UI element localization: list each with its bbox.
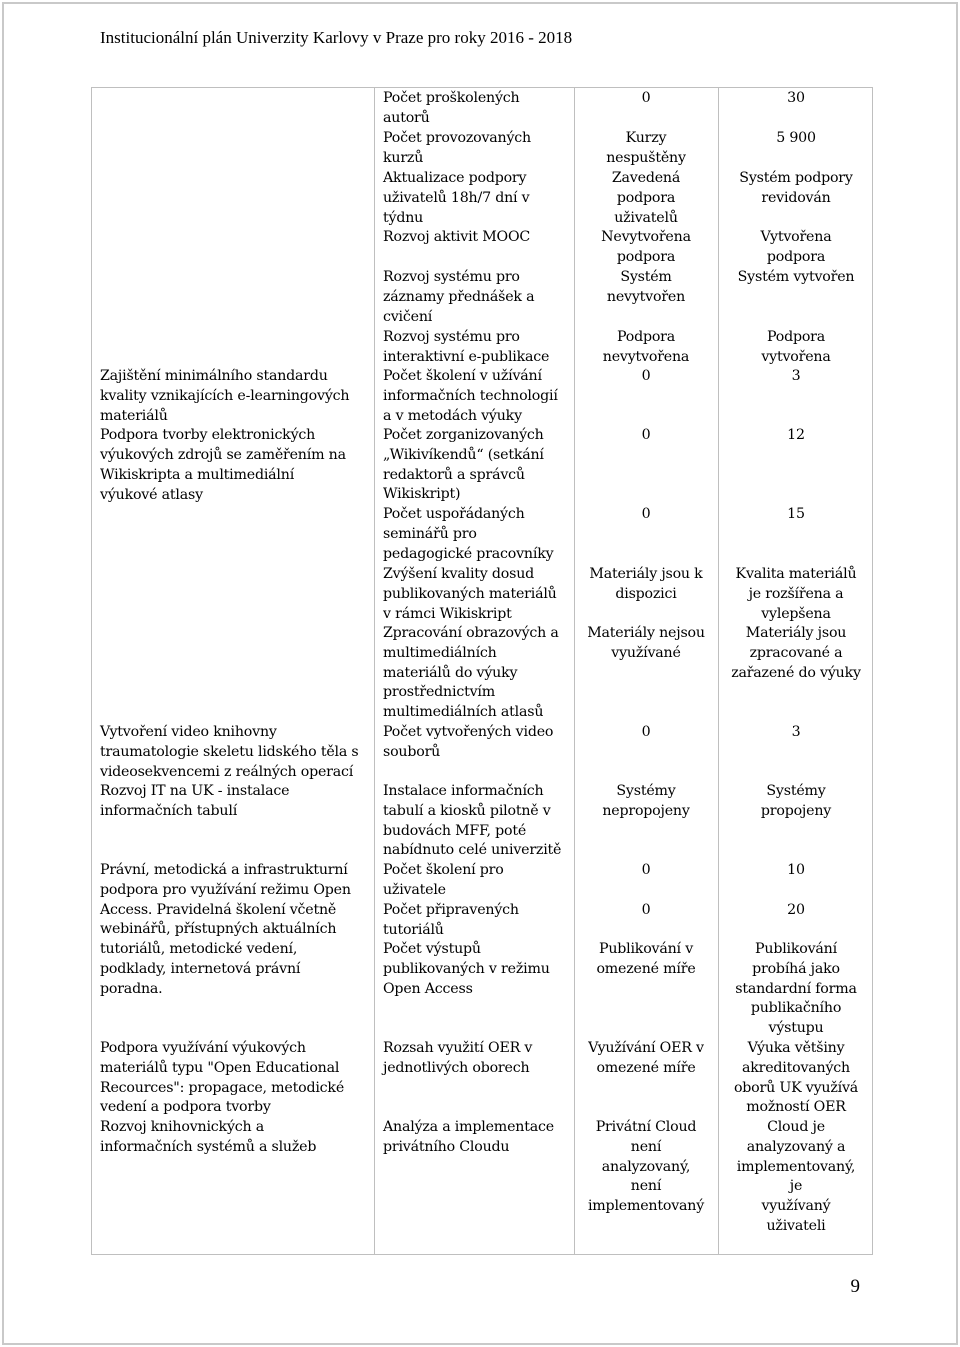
- target-value: Systém vytvořen: [737, 269, 855, 285]
- target-value: Cloud je analyzovaný a implementovaný, je využívaný uživateli: [736, 1119, 856, 1234]
- target-value: Výuka většiny akreditovaných oborů UK využívá možností OER: [733, 1040, 859, 1116]
- indicator-text: Počet proškolených autorů: [383, 90, 520, 126]
- start-value: Využívání OER v omezené míře: [588, 1040, 704, 1076]
- start-value: 0: [641, 902, 651, 918]
- target-value: Podpora vytvořena: [761, 329, 831, 365]
- start-value: Publikování v omezené míře: [596, 941, 696, 977]
- indicator-text: Rozvoj systému pro záznamy přednášek a cvičení: [383, 269, 535, 325]
- indicator-text: Počet zorganizovaných „Wikivíkendů“ (setkání redaktorů a správců Wikiskript): [383, 427, 544, 503]
- target-value: 3: [791, 724, 801, 740]
- start-value: Materiály jsou k dispozici: [589, 566, 703, 602]
- indicator-text: Zpracování obrazových a multimediálních materiálů do výuky prostřednictvím multimediálních atlasů: [383, 625, 559, 721]
- indicator-text: Rozvoj systému pro interaktivní e-publikace: [383, 329, 550, 365]
- target-value: Vytvořena podpora: [760, 229, 832, 265]
- start-value: Kurzy nespuštěny: [606, 130, 686, 166]
- indicator-text: Počet školení pro uživatele: [383, 862, 504, 898]
- target-value: Systémy propojeny: [760, 783, 832, 819]
- indicator-text: Aktualizace podpory uživatelů 18h/7 dní v týdnu: [383, 170, 530, 226]
- indicator-text: Počet školení v užívání informačních technologií a v metodách výuky: [383, 368, 558, 424]
- target-value: Materiály jsou zpracované a zařazené do výuky: [731, 625, 861, 681]
- indicator-text: Rozsah využití OER v jednotlivých oborech: [383, 1040, 533, 1076]
- target-value: 30: [787, 90, 805, 106]
- indicator-text: Počet výstupů publikovaných v režimu Open Access: [383, 941, 550, 997]
- start-value: Materiály nejsou využívané: [587, 625, 705, 661]
- indicator-text: Počet provozovaných kurzů: [383, 130, 531, 166]
- indicator-text: Zvýšení kvality dosud publikovaných materiálů v rámci Wikiskript: [383, 566, 557, 622]
- indicator-text: Rozvoj aktivit MOOC: [383, 229, 531, 245]
- start-value: 0: [641, 862, 651, 878]
- indicator-text: Počet připravených tutoriálů: [383, 902, 519, 938]
- indicator-table: [91, 87, 873, 1255]
- target-value: 12: [787, 427, 805, 443]
- target-value: Kvalita materiálů je rozšířena a vylepšena: [735, 566, 857, 622]
- activity-text: Zajištění minimálního standardu kvality vznikajících e-learningových materiálů Podpora tvorby elektronických výukových zdrojů se zaměřením na Wikiskripta a multimediální výukové atlasy: [100, 368, 350, 503]
- start-value: 0: [641, 90, 651, 106]
- activity-text: Vytvoření video knihovny traumatologie skeletu lidského těla s videosekvencemi z reálných operací Rozvoj IT na UK - instalace informačních tabulí: [100, 724, 359, 820]
- start-value: Podpora nevytvořena: [602, 329, 690, 365]
- indicator-text: Analýza a implementace privátního Cloudu: [383, 1119, 554, 1155]
- activity-text: Právní, metodická a infrastrukturní podpora pro využívání režimu Open Access. Pravidelná školení včetně webinářů, přístupných aktuálních tutoriálů, metodické vedení, podklady, internetová právní poradna.: [100, 862, 351, 997]
- page-header: Institucionální plán Univerzity Karlovy v Praze pro roky 2016 - 2018: [100, 28, 573, 47]
- page-number: 9: [850, 1276, 860, 1297]
- target-value: 5 900: [776, 130, 816, 146]
- start-value: 0: [641, 724, 651, 740]
- target-value: 20: [787, 902, 805, 918]
- start-value: Systémy nepropojeny: [602, 783, 690, 819]
- target-value: 10: [787, 862, 805, 878]
- start-value: 0: [641, 427, 651, 443]
- indicator-text: Počet vytvořených video souborů: [383, 724, 554, 760]
- start-value: 0: [641, 506, 651, 522]
- activity-text: Podpora využívání výukových materiálů typu "Open Educational Recources": propagace, metodické vedení a podpora tvorby Rozvoj knihovnických a informačních systémů a služeb: [100, 1040, 345, 1155]
- start-value: 0: [641, 368, 651, 384]
- column-divider: [718, 88, 719, 1254]
- target-value: 3: [791, 368, 801, 384]
- start-value: Privátní Cloud není analyzovaný, není implementovaný: [587, 1119, 705, 1215]
- start-value: Systém nevytvořen: [606, 269, 686, 305]
- column-divider: [374, 88, 375, 1254]
- indicator-text: Počet uspořádaných seminářů pro pedagogické pracovníky: [383, 506, 554, 562]
- indicator-text: Instalace informačních tabulí a kiosků pilotně v budovách MFF, poté nabídnuto celé univerzitě: [383, 783, 562, 859]
- start-value: Zavedená podpora uživatelů: [611, 170, 681, 226]
- target-value: 15: [787, 506, 805, 522]
- target-value: Systém podpory revidován: [739, 170, 853, 206]
- target-value: Publikování probíhá jako standardní forma publikačního výstupu: [735, 941, 857, 1037]
- start-value: Nevytvořena podpora: [601, 229, 691, 265]
